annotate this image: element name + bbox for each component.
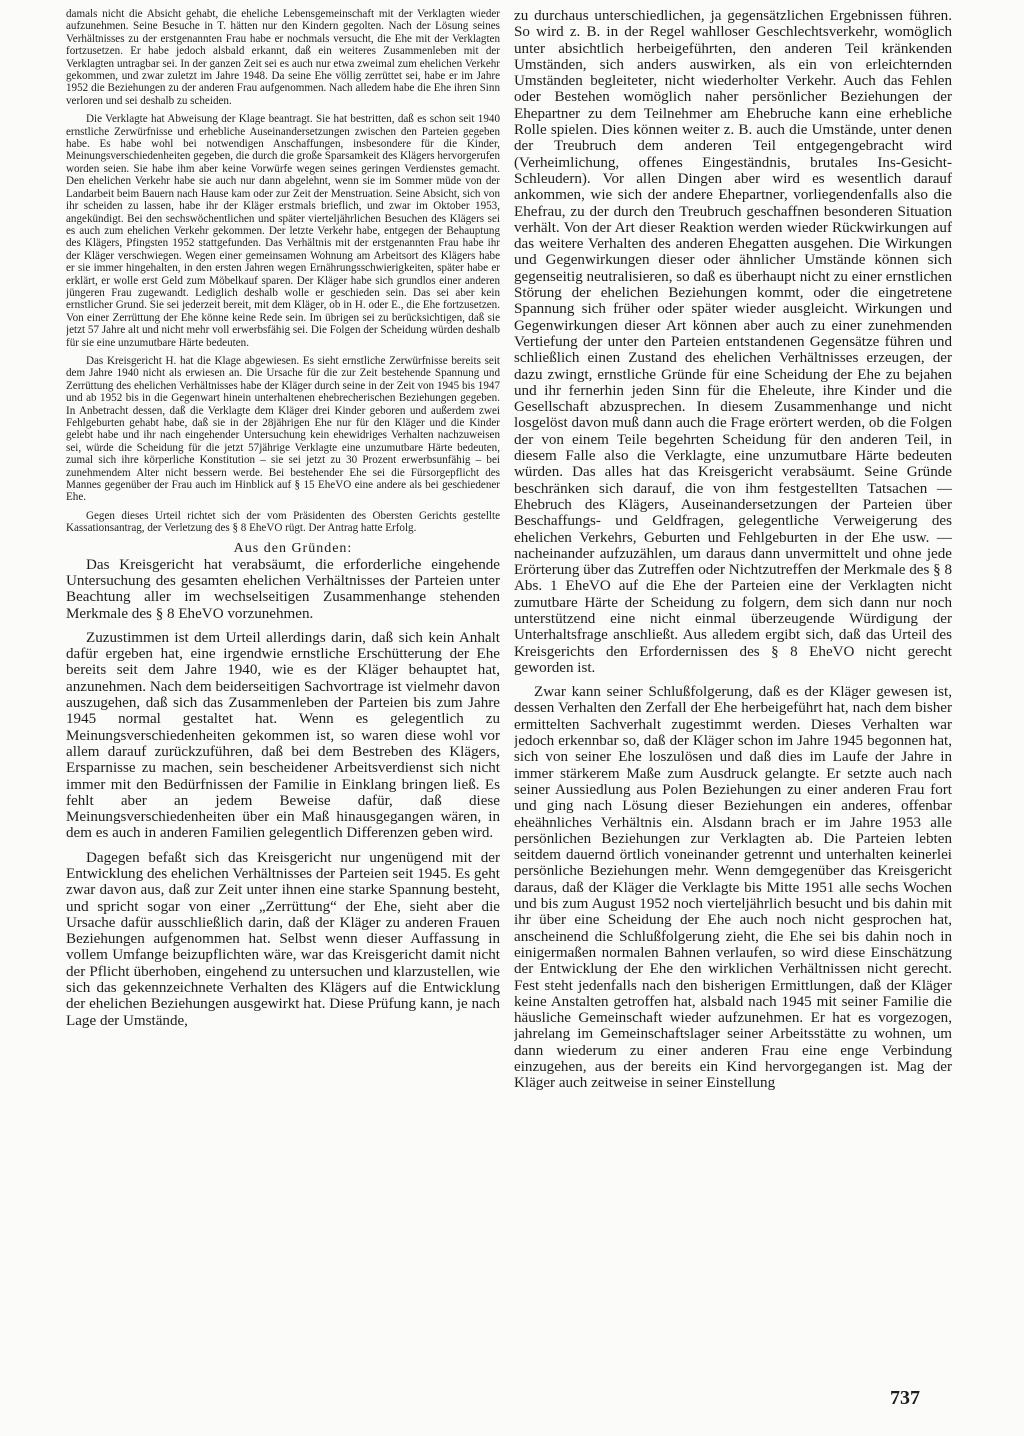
section-heading: Aus den Gründen: (233, 540, 353, 556)
body-paragraph: zu durchaus unterschiedlichen, ja gegensätzlichen Ergebnissen führen. So wird z. B. in der Regel wahlloser Geschlechtsverkehr, womöglich unter absichtlich herbeigeführten, den anderen Teil kränkenden Umständen, sich anders auswirken, als ein von erleichternden Umständen begleiteter, nicht wiederholter Verkehr. Auch das Fehlen oder Bestehen womöglich naher persönlicher Beziehungen der Ehepartner zu dem Teilnehmer am Ehebruche kann eine erhebliche Rolle spielen. Dies können weiter z. B. auch die Umstände, unter denen der Treubruch dem anderen Teil entgegengebracht wird (Verheimlichung, offenes Eingeständnis, brutales Ins-Gesicht-Schleudern). Vor allen Dingen aber wird es wesentlich darauf ankommen, wie sich der andere Ehepartner, vorliegendenfalls also die Ehefrau, zu der durch den Treubruch geschaffnen besonderen Situation verhält. Von der Art dieser Reaktion werden wieder Rückwirkungen auf das weitere Verhalten des anderen Ehegatten ausgehen. Die Wirkungen und Gegenwirkungen dieser oder ähnlicher Umstände können sich gegenseitig neutralisieren, so daß es überhaupt nicht zu einer ernstlichen Störung der ehelichen Beziehungen kommt, oder die eingetretene Spannung sich früher oder später wieder ausgleicht. Wirkungen und Gegenwirkungen dieser Art können aber auch zu einer zunehmenden Vertiefung der unter den Parteien entstandenen Gegensätze führen und schließlich einen Zustand des ehelichen Verhältnisses erzeugen, der dazu zwingt, ernstliche Gründe für eine Scheidung der Ehe zu bejahen und ihr fernerhin jeden Sinn für die Eheleute, ihre Kinder und die Gesellschaft abzusprechen. In diesem Zusammenhange und nicht losgelöst davon muß dann auch die Frage erörtert werden, ob die Folgen der von einem Teile begehrten Scheidung für den anderen Teil, in diesem Falle also die Verklagte, eine unzumutbare Härte bedeuten würden. Das alles hat das Kreisgericht verabsäumt. Seine Gründe beschränken sich darauf, die von ihm festgestellten Tatsachen — Ehebruch des Klägers, Auseinandersetzungen der Parteien über Beschaffungs- und Geldfragen, gelegentliche Verweigerung des ehelichen Verkehrs, Geburten und Fehlgeburten in der Ehe usw. — nacheinander aufzuzählen, um daraus dann unvermittelt und ohne jede Erörterung über das Zutreffen oder Nichtzutreffen der Merkmale des § 8 Abs. 1 EheVO auf die Ehe der Parteien eine der Verklagten nicht zumutbare Härte der Scheidung zu folgern, dem sich dann nur noch unterstützend eine nicht einmal überzeugende Würdigung der Unterhaltsfrage anschließt. Aus alledem ergibt sich, daß das Urteil des Kreisgerichts den Erfordernissen des § 8 EheVO nicht gerecht geworden ist. (514, 8, 952, 676)
left-column (66, 8, 500, 1037)
intro-paragraph: Die Verklagte hat Abweisung der Klage beantragt. Sie hat bestritten, daß es schon seit 1940 ernstliche Zerwürfnisse und erhebliche Auseinandersetzungen zwischen den Parteien gegeben habe. Es habe wohl bei notwendigen Anschaffungen, insbesondere für die Kinder, Meinungsverschiedenheiten gegeben, die durch die große Sparsamkeit des Klägers hervorgerufen worden seien. Sie habe ihm aber keine Vorwürfe wegen seines geringen Verdienstes gemacht. Den ehelichen Verkehr habe sie auch nur dann abgelehnt, wenn sie im Sommer müde von der Landarbeit beim Bauern nach Hause kam oder zur Zeit der Menstruation. Seine Absicht, sich von ihr scheiden zu lassen, habe ihr der Kläger erstmals brieflich, und zwar im Oktober 1953, angekündigt. Bei den sechswöchentlichen und später vierteljährlichen Besuchen des Klägers sei es auch zum ehelichen Verkehr gekommen. Der letzte Verkehr habe, entgegen der Behauptung des Klägers, Pfingsten 1952 stattgefunden. Das Verhältnis mit der erstgenannten Frau habe ihr der Kläger verschwiegen. Wegen einer gemeinsamen Wohnung am Arbeitsort des Klägers habe er sie immer hingehalten, in den ersten Jahren wegen Ernährungsschwierigkeiten, später habe er erklärt, er wolle erst Geld zum Möbelkauf sparen. Der Kläger habe sich grundlos einer anderen jüngeren Frau zugewandt. Lediglich deshalb wolle er geschieden sein. Das sei aber kein ernstlicher Grund. Sie sei jederzeit bereit, mit dem Kläger, ob in H. oder E., die Ehe fortzusetzen. Von einer Zerrüttung der Ehe könne keine Rede sein. Im übrigen sei zu berücksichtigen, daß sie jetzt 57 Jahre alt und nicht mehr voll erwerbsfähig sei. Die Folgen der Scheidung würden deshalb für sie eine unzumutbare Härte bedeuten. (66, 113, 500, 349)
intro-paragraph: damals nicht die Absicht gehabt, die eheliche Lebensgemeinschaft mit der Verklagten wieder aufzunehmen. Seine Besuche in T. hätten nur den Kindern gegolten. Nach der Lösung seines Verhältnisses zu der erstgenannten Frau habe er nochmals versucht, die Ehe mit der Verklagten fortzusetzen. Er habe jedoch alsbald erkannt, daß ein weiteres Zusammenleben mit der Verklagten untragbar sei. In der ganzen Zeit sei es auch nur etwa zweimal zum ehelichen Verkehr gekommen, und zwar zuletzt im Jahre 1948. Da seine Ehe völlig zerrüttet sei, habe er im Jahre 1952 die Beziehungen zu der anderen Frau aufgenommen. Nach alledem habe die Ehe ihren Sinn verloren und sei deshalb zu scheiden. (66, 8, 500, 107)
body-paragraph: Dagegen befaßt sich das Kreisgericht nur ungenügend mit der Entwicklung des ehelichen Verhältnisses der Parteien seit 1945. Es geht zwar davon aus, daß zur Zeit unter ihnen eine starke Spannung besteht, und spricht sogar von einer „Zerrüttung“ der Ehe, sieht aber die Ursache dafür ausschließlich darin, daß der Kläger zu anderen Frauen Beziehungen aufgenommen hat. Selbst wenn dieser Auffassung in vollem Umfange beizupflichten wäre, war das Kreisgericht damit nicht der Pflicht überhoben, eingehend zu untersuchen und klarzustellen, wie sich das gekennzeichnete Verhalten des Klägers auf die Entwicklung der ehelichen Beziehungen ausgewirkt hat. Diese Prüfung kann, je nach Lage der Umstände, (66, 849, 500, 1029)
body-paragraph: Das Kreisgericht hat verabsäumt, die erforderliche eingehende Untersuchung des gesamten ehelichen Verhältnisses der Parteien unter Beachtung aller im wechselseitigen Zusammenhange stehenden Merkmale des § 8 EheVO vorzunehmen. (66, 556, 500, 622)
intro-paragraph: Das Kreisgericht H. hat die Klage abgewiesen. Es sieht ernstliche Zerwürfnisse bereits seit dem Jahre 1940 nicht als erwiesen an. Die Ursache für die zur Zeit bestehende Spannung und Zerrüttung des ehelichen Verhältnisses habe der Kläger durch seine in der Zeit von 1945 bis 1947 und ab 1952 bis in die Gegenwart hinein unterhaltenen ehebrecherischen Beziehungen gegeben. In Anbetracht dessen, daß die Verklagte dem Kläger drei Kinder geboren und außerdem zwei Fehlgeburten gehabt habe, daß sie in der 28jährigen Ehe nur für den Kläger und die Kinder gelebt habe und ihr nach eingehender Untersuchung kein ehewidriges Verhalten nachzuweisen sei, würde die Scheidung für die jetzt 57jährige Verklagte eine unzumutbare Härte bedeuten, zumal sich ihre körperliche Konstitution – sie sei jetzt zu 30 Prozent erwerbsunfähig – bei zunehmendem Alter nicht bessern werde. Bei bestehender Ehe sei die Fürsorgepflicht des Mannes gegenüber der Frau auch im Hinblick auf § 15 EheVO eine andere als bei geschiedener Ehe. (66, 354, 500, 504)
body-paragraph: Zuzustimmen ist dem Urteil allerdings darin, daß sich kein Anhalt dafür ergeben hat, eine irgendwie ernstliche Erschütterung der Ehe bereits seit dem Jahre 1940, wie es der Kläger behauptet hat, anzunehmen. Nach dem beiderseitigen Sachvortrage ist vielmehr davon auszugehen, daß sich das Zusammenleben der Parteien bis zum Jahre 1945 normal gestaltet hat. Wenn es gelegentlich zu Meinungsverschiedenheiten gekommen ist, so waren diese wohl vor allem darauf zurückzuführen, daß bei dem Bestreben des Klägers, Ersparnisse zu machen, sein bescheidener Arbeitsverdienst sich nicht immer mit den Bedürfnissen der Familie in Einklang bringen ließ. Es fehlt aber an jedem Beweise dafür, daß diese Meinungsverschiedenheiten über ein Maß hinausgegangen wären, in dem es auch in anderen Familien gelegentlich Differenzen geben wird. (66, 629, 500, 842)
intro-paragraph: Gegen dieses Urteil richtet sich der vom Präsidenten des Obersten Gerichts gestellte Kassationsantrag, der Verletzung des § 8 EheVO rügt. Der Antrag hatte Erfolg. (66, 509, 500, 535)
page-number: 737 (890, 1387, 920, 1409)
right-column (514, 8, 952, 1100)
body-paragraph: Zwar kann seiner Schlußfolgerung, daß es der Kläger gewesen ist, dessen Verhalten den Zerfall der Ehe herbeigeführt hat, nach dem bisher ermittelten Sachverhalt zugestimmt werden. Dieses Verhalten war jedoch erkennbar so, daß der Kläger schon im Jahre 1945 begonnen hat, sich von seiner Ehe loszulösen und daß dies im Laufe der Jahre in immer stärkerem Maße zum Ausdruck gelangte. Er setzte auch nach seiner Aussiedlung aus Polen Beziehungen zu einer anderen Frau fort und ging nach Lösung dieser Beziehungen ein anderes, offenbar eheähnliches Verhältnis ein. Alsdann brach er im Jahre 1953 alle persönlichen Beziehungen zur Verklagten ab. Die Parteien lebten seitdem dauernd örtlich voneinander getrennt und unterhalten keinerlei persönliche Beziehungen mehr. Wenn demgegenüber das Kreisgericht daraus, daß der Kläger die Verklagte bis Mitte 1951 alle sechs Wochen und bis zum August 1952 noch vierteljährlich besucht und bis dahin mit ihr über eine Scheidung der Ehe auch noch nicht gesprochen hat, anscheinend die Schlußfolgerung zieht, die Ehe sei bis dahin noch in einigermaßen normalen Bahnen verlaufen, so wird diese Einschätzung der Entwicklung der Ehe den wirklichen Verhältnissen nicht gerecht. Fest steht jedenfalls nach den bisherigen Ermittlungen, daß der Kläger keine Anstalten getroffen hat, alsbald nach 1945 mit seiner Familie die häusliche Gemeinschaft wieder aufzunehmen. Er hat es vorgezogen, jahrelang im Gemeinschaftslager seiner Arbeitsstätte zu wohnen, um dann wiederum zu einer anderen Frau eine enge Verbindung einzugehen, aus der bereits ein Kind hervorgegangen ist. Mag der Kläger auch zeitweise in seiner Einstellung (514, 684, 952, 1092)
